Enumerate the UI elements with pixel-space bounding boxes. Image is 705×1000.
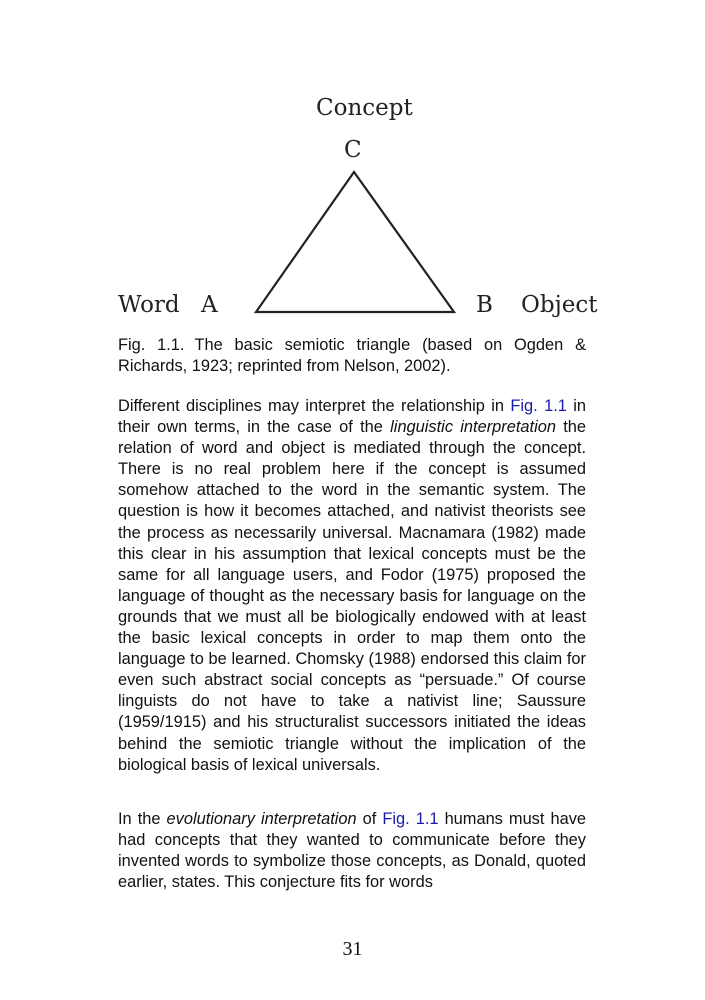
paragraph-2 bbox=[118, 809, 586, 893]
linguistic-interpretation-term: linguistic interpretation bbox=[390, 418, 556, 437]
paragraph-2-text-c: humans must have had concepts that they wanted to communicate before they invented words to symbolize those concepts, as Donald, quoted earlier, states. This conjecture fits for words bbox=[118, 810, 587, 892]
evolutionary-interpretation-term: evolutionary interpretation bbox=[166, 810, 357, 828]
caption-text: The basic semiotic triangle (based on Ogden & Richards, 1923; reprinted from Nelson, 2002). bbox=[118, 336, 587, 375]
figure-id: Fig. 1.1. bbox=[118, 336, 185, 354]
vertex-a-label: A bbox=[201, 292, 218, 318]
paragraph-1-text-c: the relation of word and object is mediated through the concept. There is no real problem here if the concept is assumed somehow attached to the word in the semantic system. The question is how it becomes attached, and nativist theorists see the process as necessarily universal. Macnamara (1982) made this clear in his assumption that lexical concepts must be the same for all language users, and Fodor (1975) proposed the language of thought as the necessary basis for language on the grounds that we must all be biologically endowed with at least the basic lexical concepts in order to map them onto the language to be learned. Chomsky (1988) endorsed this claim for even such abstract social concepts as “persuade.” Of course linguists do not have to take a nativist line; Saussure (1959/1915) and his structuralist successors initiated the ideas behind the semiotic triangle without the implication of the biological basis of lexical universals. bbox=[118, 418, 586, 774]
figure-ref-link[interactable]: Fig. 1.1 bbox=[382, 810, 439, 828]
vertex-c-label: C bbox=[344, 137, 362, 163]
semiotic-triangle-svg bbox=[0, 0, 705, 330]
paragraph-1-text-b: in their own terms, in the case of the bbox=[118, 397, 587, 437]
triangle-shape bbox=[256, 172, 454, 312]
object-label: Object bbox=[521, 292, 598, 318]
word-label: Word bbox=[118, 292, 180, 318]
page-number: 31 bbox=[342, 938, 363, 960]
paragraph-1 bbox=[118, 396, 586, 776]
paragraph-2-text-b: of bbox=[356, 810, 383, 828]
paragraph-2-text-a: In the bbox=[118, 810, 167, 828]
paragraph-1-text-a: Different disciplines may interpret the relationship in bbox=[118, 397, 511, 415]
concept-label: Concept bbox=[316, 95, 413, 121]
figure-caption bbox=[118, 335, 586, 377]
figure-ref-link[interactable]: Fig. 1.1 bbox=[510, 397, 567, 415]
semiotic-triangle-figure bbox=[0, 0, 705, 330]
vertex-b-label: B bbox=[476, 292, 493, 318]
